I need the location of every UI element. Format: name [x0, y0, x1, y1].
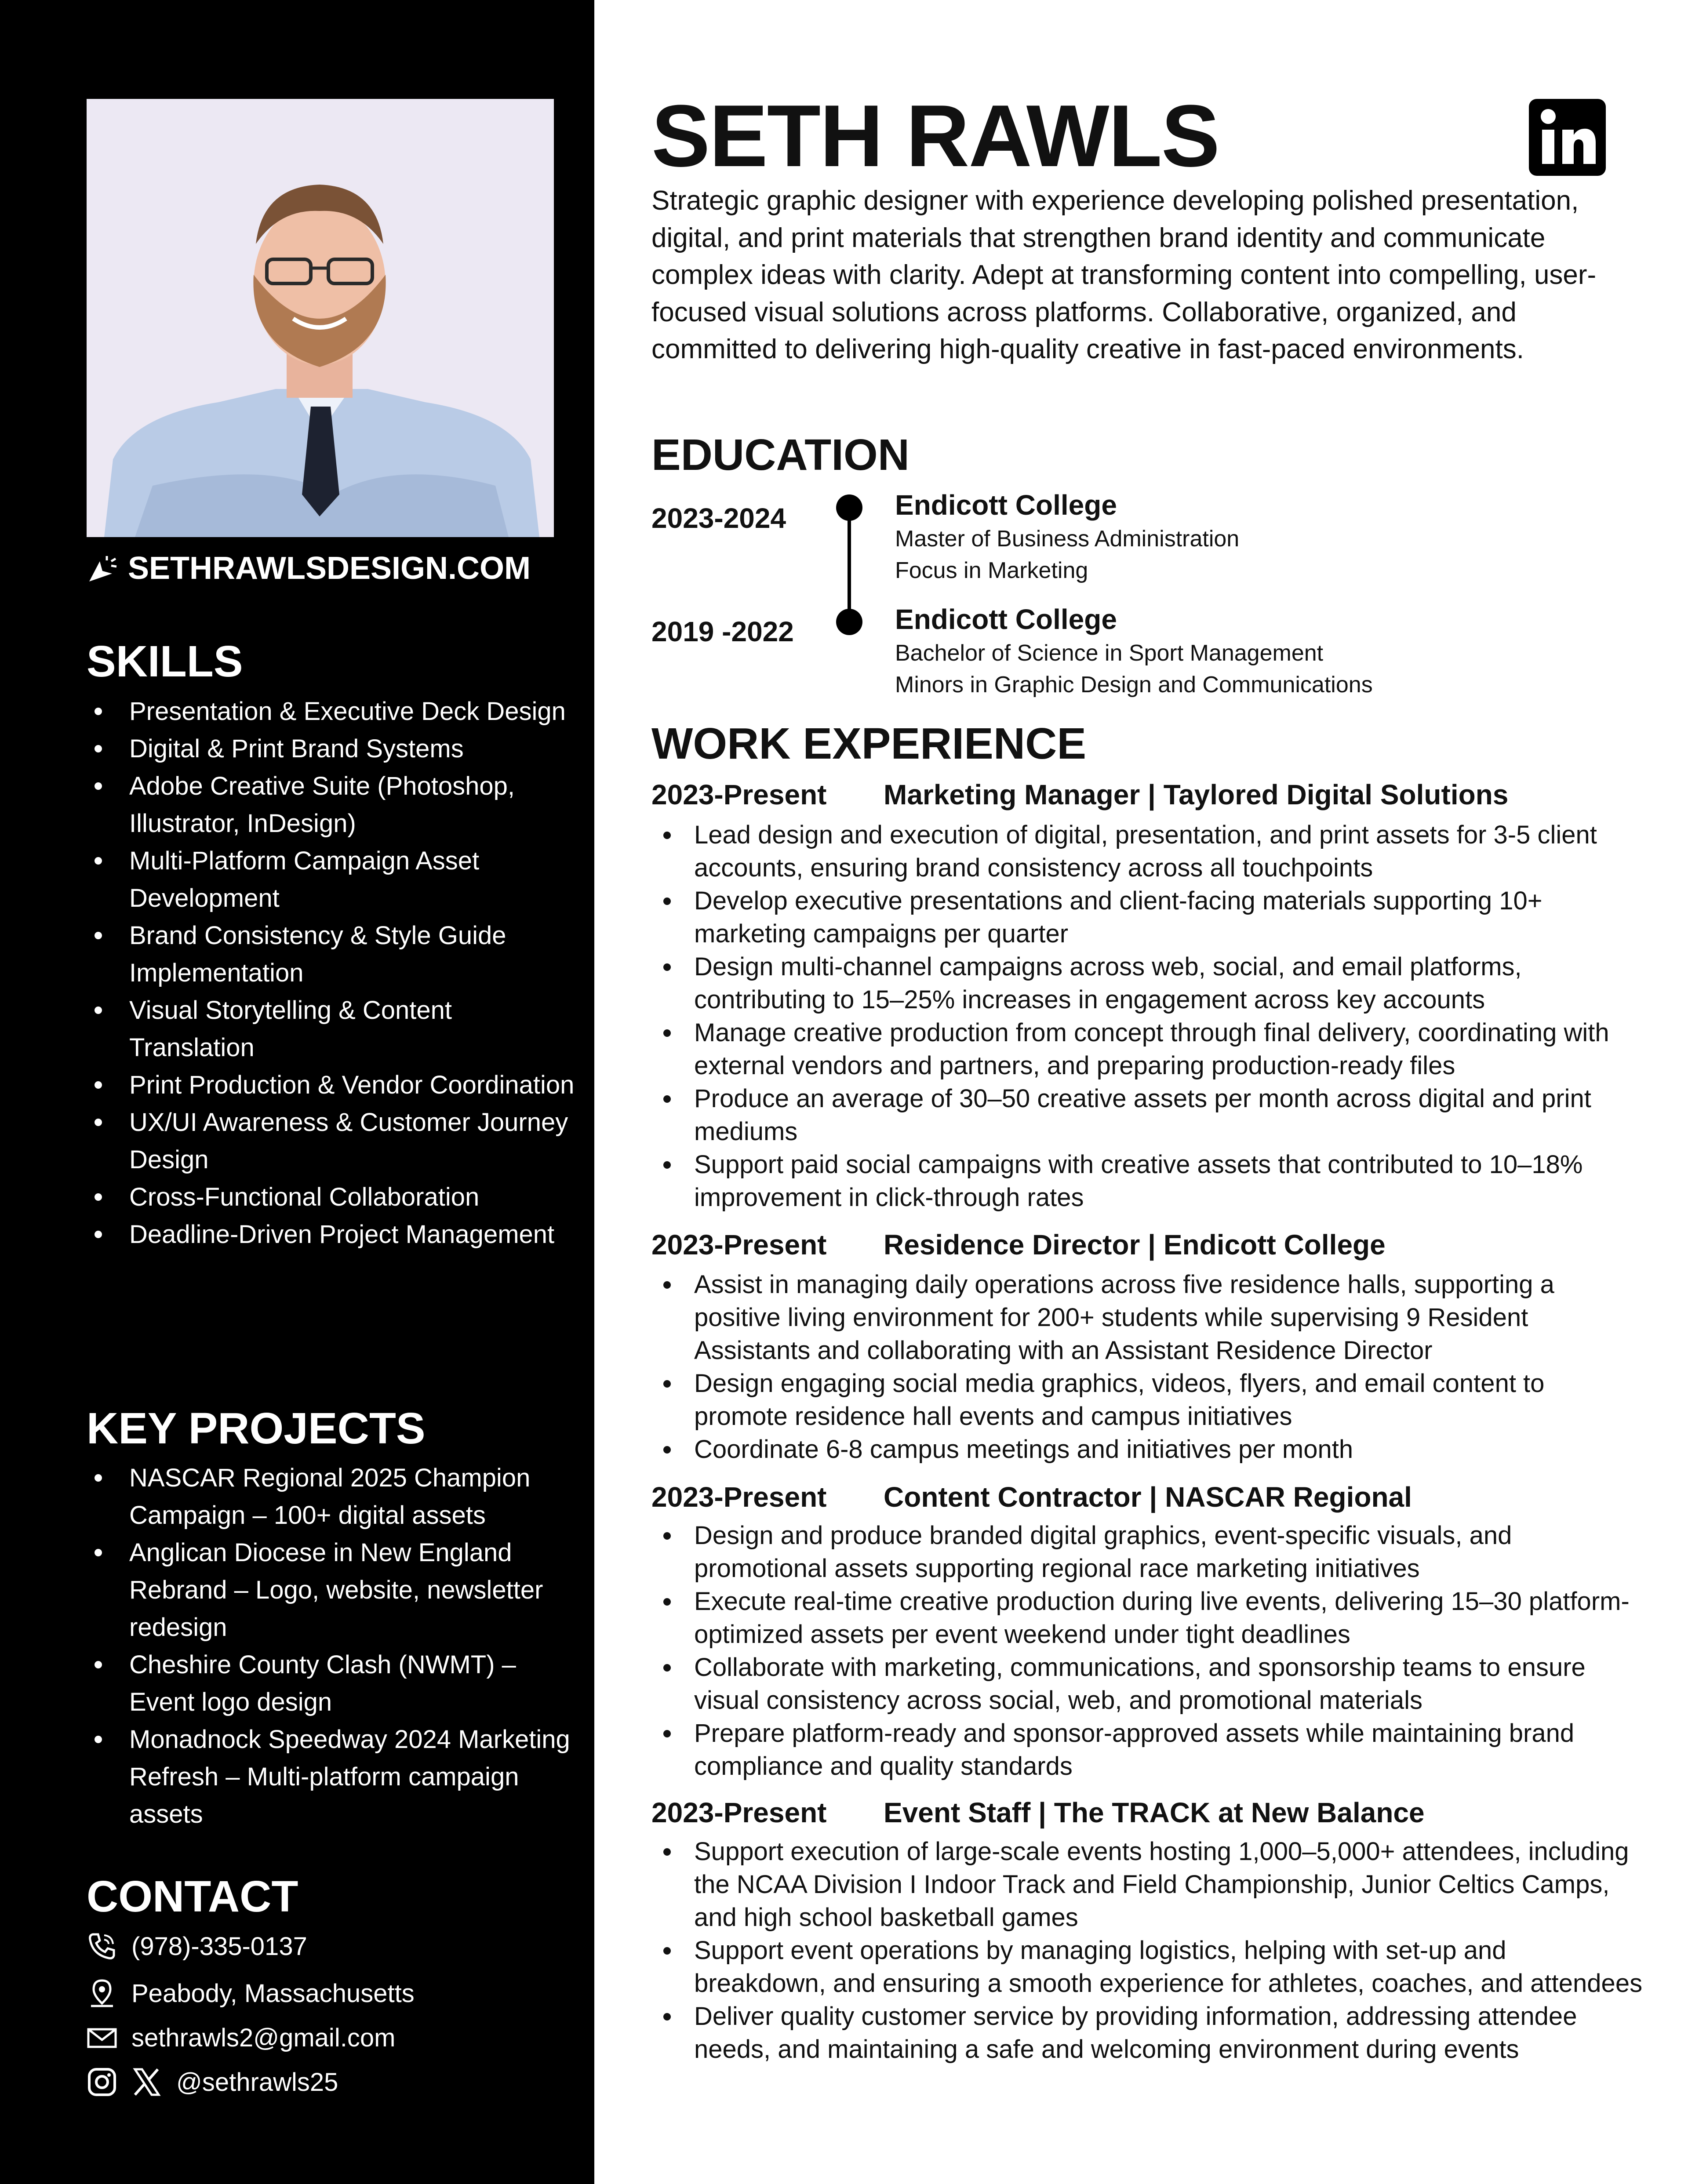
instagram-icon[interactable] — [87, 2067, 117, 2097]
skill-item: Digital & Print Brand Systems — [87, 730, 575, 767]
education-school: Endicott College — [895, 603, 1117, 635]
cursor-click-icon — [87, 552, 118, 584]
job-bullet: Collaborate with marketing, communications, and sponsorship teams to ensure visual consistency across social, web, and promotional materials — [651, 1651, 1645, 1717]
location-pin-icon — [87, 1978, 117, 2009]
website-link[interactable]: SETHRAWLSDESIGN.COM — [128, 551, 531, 586]
contact-location-row — [87, 1976, 415, 2011]
contact-phone-row — [87, 1929, 307, 1964]
education-timeline-line — [848, 508, 851, 622]
project-item: NASCAR Regional 2025 Champion Campaign – 100+ digital assets — [87, 1459, 575, 1534]
job-bullet: Produce an average of 30–50 creative assets per month across digital and print mediums — [651, 1082, 1645, 1148]
project-item: Monadnock Speedway 2024 Marketing Refresh – Multi-platform campaign assets — [87, 1721, 575, 1833]
education-degree: Bachelor of Science in Sport Management — [895, 640, 1324, 666]
sidebar — [0, 0, 594, 2184]
project-item: Anglican Diocese in New England Rebrand – Logo, website, newsletter redesign — [87, 1534, 575, 1646]
job-header — [651, 777, 1508, 812]
job-bullet: Coordinate 6-8 campus meetings and initiatives per month — [651, 1433, 1645, 1466]
main-content — [651, 0, 1654, 2184]
job-dates: 2023-Present — [651, 779, 827, 810]
project-item: Cheshire County Clash (NWMT) – Event logo design — [87, 1646, 575, 1721]
summary: Strategic graphic designer with experience developing polished presentation, digital, and print materials that strengthen brand identity and communicate complex ideas with clarity. Adept at transforming content into compelling, user-focused visual solutions across platforms. Collaborative, organized, and committed to delivering high-quality creative in fast-paced environments. — [651, 185, 1597, 364]
education-timeline-dot — [836, 494, 862, 521]
phone-icon — [87, 1931, 117, 1962]
job-bullet: Support execution of large-scale events hosting 1,000–5,000+ attendees, including the NCAA Division I Indoor Track and Field Championship, Junior Celtics Camps, and high school basketball games — [651, 1835, 1645, 1934]
contact-email-row — [87, 2020, 395, 2055]
education-heading: EDUCATION — [651, 430, 910, 480]
job-title: Residence Director | Endicott College — [884, 1229, 1386, 1261]
contact-heading: CONTACT — [87, 1872, 298, 1921]
contact-phone[interactable]: (978)-335-0137 — [131, 1932, 307, 1961]
job-bullets — [651, 1835, 1645, 2066]
website-row[interactable] — [87, 549, 531, 588]
education-timeline-dot — [836, 609, 862, 635]
candidate-name: SETH RAWLS — [651, 87, 1219, 185]
education-focus: Focus in Marketing — [895, 558, 1088, 583]
skill-item: Cross-Functional Collaboration — [87, 1178, 575, 1216]
job-title: Marketing Manager | Taylored Digital Solutions — [884, 779, 1509, 810]
contact-location: Peabody, Massachusetts — [131, 1979, 415, 2008]
job-bullet: Manage creative production from concept through final delivery, coordinating with external vendors and partners, and preparing production-ready files — [651, 1016, 1645, 1082]
skills-heading: SKILLS — [87, 637, 243, 686]
job-dates: 2023-Present — [651, 1797, 827, 1828]
projects-list — [87, 1459, 575, 1833]
projects-heading: KEY PROJECTS — [87, 1404, 426, 1453]
contact-social-handle[interactable]: @sethrawls25 — [176, 2068, 338, 2097]
job-bullet: Lead design and execution of digital, presentation, and print assets for 3-5 client accounts, ensuring brand consistency across all touchpoints — [651, 818, 1645, 884]
skill-item: Visual Storytelling & Content Translation — [87, 992, 575, 1066]
skill-item: Print Production & Vendor Coordination — [87, 1066, 575, 1104]
education-school: Endicott College — [895, 489, 1117, 521]
job-bullet: Develop executive presentations and client-facing materials supporting 10+ marketing campaigns per quarter — [651, 884, 1645, 950]
job-bullet: Deliver quality customer service by providing information, addressing attendee needs, and maintaining a safe and welcoming environment during events — [651, 2000, 1645, 2066]
job-bullet: Assist in managing daily operations across five residence halls, supporting a positive living environment for 200+ students while supervising 9 Resident Assistants and collaborating with an Assistant Residence Director — [651, 1268, 1645, 1367]
profile-photo — [87, 99, 554, 537]
job-bullet: Design engaging social media graphics, videos, flyers, and email content to promote residence hall events and campus initiatives — [651, 1367, 1645, 1433]
education-minors: Minors in Graphic Design and Communications — [895, 672, 1373, 698]
skill-item: UX/UI Awareness & Customer Journey Design — [87, 1104, 575, 1178]
job-title: Content Contractor | NASCAR Regional — [884, 1481, 1412, 1513]
education-years: 2023-2024 — [651, 502, 786, 534]
skill-item: Brand Consistency & Style Guide Implementation — [87, 917, 575, 992]
job-bullet: Support paid social campaigns with creative assets that contributed to 10–18% improvement in click-through rates — [651, 1148, 1645, 1214]
work-heading: WORK EXPERIENCE — [651, 719, 1087, 768]
job-header — [651, 1479, 1412, 1515]
job-bullet: Design multi-channel campaigns across web, social, and email platforms, contributing to 15–25% increases in engagement across key accounts — [651, 950, 1645, 1016]
contact-social-row — [87, 2064, 338, 2100]
job-bullets — [651, 818, 1645, 1214]
job-dates: 2023-Present — [651, 1229, 827, 1261]
education-degree: Master of Business Administration — [895, 526, 1240, 552]
job-header — [651, 1795, 1425, 1830]
job-bullet: Prepare platform-ready and sponsor-approved assets while maintaining brand compliance and quality standards — [651, 1717, 1645, 1783]
job-bullets — [651, 1519, 1645, 1783]
x-twitter-icon[interactable] — [131, 2067, 162, 2097]
skill-item: Adobe Creative Suite (Photoshop, Illustrator, InDesign) — [87, 767, 575, 842]
contact-email[interactable]: sethrawls2@gmail.com — [131, 2023, 396, 2052]
education-years: 2019 -2022 — [651, 616, 794, 647]
linkedin-icon[interactable] — [1529, 99, 1606, 176]
envelope-icon — [87, 2022, 117, 2053]
job-bullet: Execute real-time creative production during live events, delivering 15–30 platform-optimized assets per event weekend under tight deadlines — [651, 1585, 1645, 1651]
job-bullets — [651, 1268, 1645, 1466]
skill-item: Multi-Platform Campaign Asset Development — [87, 842, 575, 917]
job-header — [651, 1227, 1386, 1262]
skill-item: Deadline-Driven Project Management — [87, 1216, 575, 1253]
job-dates: 2023-Present — [651, 1481, 827, 1513]
job-title: Event Staff | The TRACK at New Balance — [884, 1797, 1425, 1828]
skill-item: Presentation & Executive Deck Design — [87, 693, 575, 730]
job-bullet: Design and produce branded digital graphics, event-specific visuals, and promotional assets supporting regional race marketing initiatives — [651, 1519, 1645, 1585]
skills-list — [87, 693, 575, 1253]
job-bullet: Support event operations by managing logistics, helping with set-up and breakdown, and ensuring a smooth experience for athletes, coaches, and attendees — [651, 1934, 1645, 2000]
